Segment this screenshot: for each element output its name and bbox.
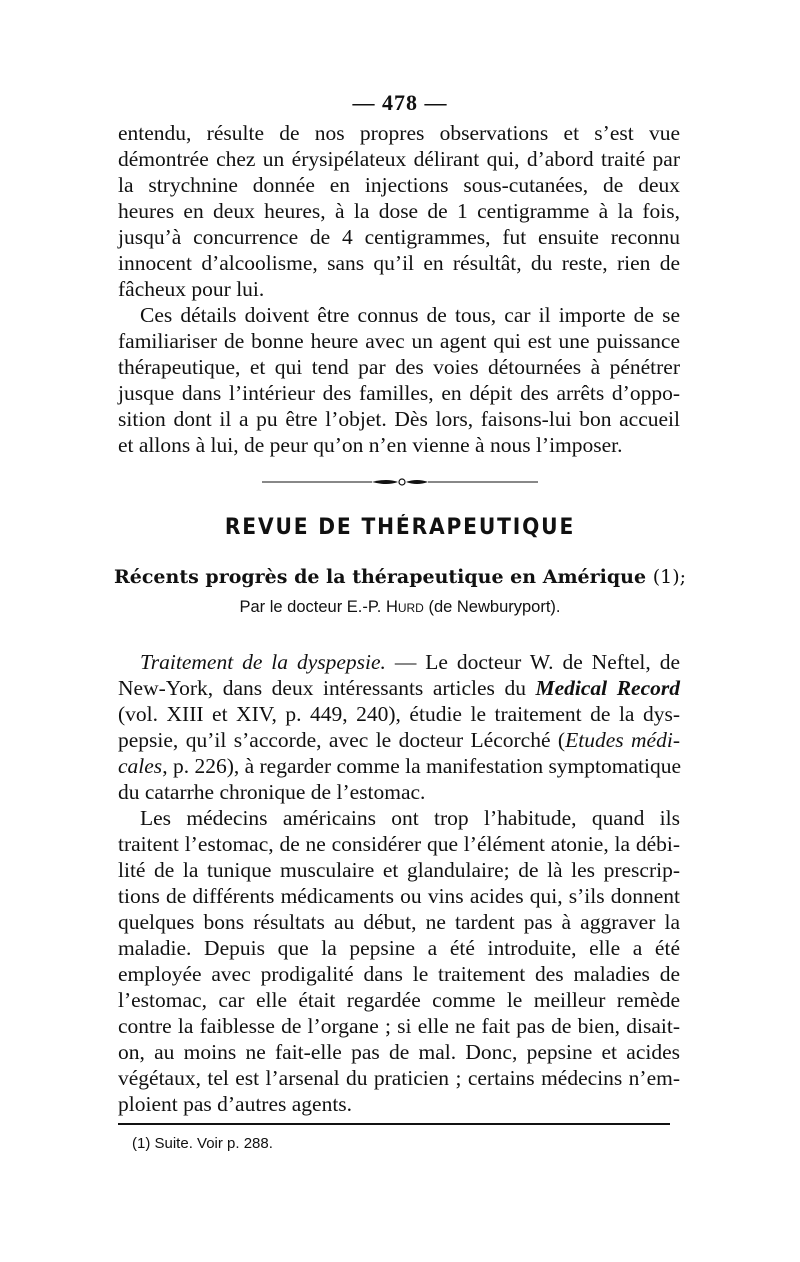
footnote-reference: (1); bbox=[652, 566, 687, 588]
text-line: ploient pas d’autres agents. bbox=[118, 1092, 353, 1116]
author-line bbox=[0, 598, 800, 617]
journal-title: Medical Record bbox=[535, 676, 680, 700]
subsection-heading: Traitement de la dyspepsie. bbox=[140, 650, 386, 674]
text-line: jusque dans l’intérieur des familles, en dépit des arrêts d’oppo- bbox=[118, 381, 680, 405]
text-line: tions de différents médicaments ou vins acides qui, s’ils donnent bbox=[118, 884, 680, 908]
text-line: jusqu’à concurrence de 4 centigrammes, fut ensuite reconnu bbox=[118, 225, 680, 249]
work-title: Etudes médi- bbox=[565, 728, 680, 752]
page-number: — 478 — bbox=[352, 90, 448, 115]
text-line: démontrée chez un érysipélateux délirant qui, d’abord traité par bbox=[118, 147, 680, 171]
article-title-text: Récents progrès de la thérapeutique en Amérique bbox=[113, 566, 647, 588]
text-line bbox=[118, 649, 680, 675]
author-name: Hurd bbox=[385, 598, 424, 616]
text-line: maladie. Depuis que la pepsine a été introduite, elle a été bbox=[118, 936, 680, 960]
text-fragment: — Le docteur W. de Neftel, de bbox=[385, 650, 680, 674]
text-fragment: New-York, dans deux intéressants articles du bbox=[118, 676, 526, 700]
text-line: l’estomac, car elle était regardée comme le meilleur remède bbox=[118, 988, 680, 1012]
paragraph-dyspepsia bbox=[118, 649, 680, 805]
paragraph-continuation bbox=[118, 120, 680, 302]
text-line: employée avec prodigalité dans le traitement des maladies de bbox=[118, 962, 680, 986]
text-fragment: pepsie, qu’il s’accorde, avec le docteur Lécorché ( bbox=[118, 728, 566, 752]
text-line: on, au moins ne fait-elle pas de mal. Donc, pepsine et acides bbox=[118, 1040, 680, 1064]
text-line: thérapeutique, et qui tend par des voies détournées à pénétrer bbox=[118, 355, 680, 379]
text-line bbox=[118, 753, 680, 779]
text-line: innocent d’alcoolisme, sans qu’il en résultât, du reste, rien de bbox=[118, 251, 680, 275]
text-line: traitent l’estomac, de ne considérer que l’élément atonie, la débi- bbox=[118, 832, 680, 856]
text-line: quelques bons résultats au début, ne tardent pas à aggraver la bbox=[118, 910, 680, 934]
footnote: (1) Suite. Voir p. 288. bbox=[132, 1135, 273, 1152]
text-line: la strychnine donnée en injections sous-cutanées, de deux bbox=[118, 173, 680, 197]
text-line bbox=[118, 675, 680, 701]
work-title: cales bbox=[118, 754, 163, 778]
text-line: et allons à lui, de peur qu’on n’en vienne à nous l’imposer. bbox=[118, 433, 623, 457]
text-line: heures en deux heures, à la dose de 1 centigramme à la fois, bbox=[118, 199, 680, 223]
text-line: contre la faiblesse de l’organe ; si elle ne fait pas de bien, disait- bbox=[118, 1014, 680, 1038]
text-line: (vol. XIII et XIV, p. 449, 240), étudie le traitement de la dys- bbox=[118, 702, 680, 726]
text-line: fâcheux pour lui. bbox=[118, 277, 265, 301]
text-line: Ces détails doivent être connus de tous, car il importe de se bbox=[140, 303, 680, 327]
article-title bbox=[0, 566, 800, 588]
section-title: REVUE DE THÉRAPEUTIQUE bbox=[224, 515, 576, 540]
text-line: lité de la tunique musculaire et glandulaire; de là les prescrip- bbox=[118, 858, 680, 882]
paragraph-american-doctors bbox=[118, 805, 680, 1117]
text-line: entendu, résulte de nos propres observations et s’est vue bbox=[118, 121, 680, 145]
paragraph-details bbox=[118, 302, 680, 458]
text-line: Les médecins américains ont trop l’habitude, quand ils bbox=[140, 806, 680, 830]
text-line bbox=[118, 727, 680, 753]
author-suffix: (de Newburyport). bbox=[428, 598, 561, 616]
text-line: du catarrhe chronique de l’estomac. bbox=[118, 780, 426, 804]
footnote-rule bbox=[118, 1123, 670, 1125]
text-line: familiariser de bonne heure avec un agent qui est une puissance bbox=[118, 329, 680, 353]
text-line: végétaux, tel est l’arsenal du praticien ; certains médecins n’em- bbox=[118, 1066, 680, 1090]
ornamental-divider bbox=[262, 477, 538, 487]
text-fragment: , p. 226), à regarder comme la manifestation symptomatique bbox=[162, 754, 682, 778]
text-line: sition dont il a pu être l’objet. Dès lors, faisons-lui bon accueil bbox=[118, 407, 680, 431]
author-prefix: Par le docteur E.-P. bbox=[239, 598, 382, 616]
